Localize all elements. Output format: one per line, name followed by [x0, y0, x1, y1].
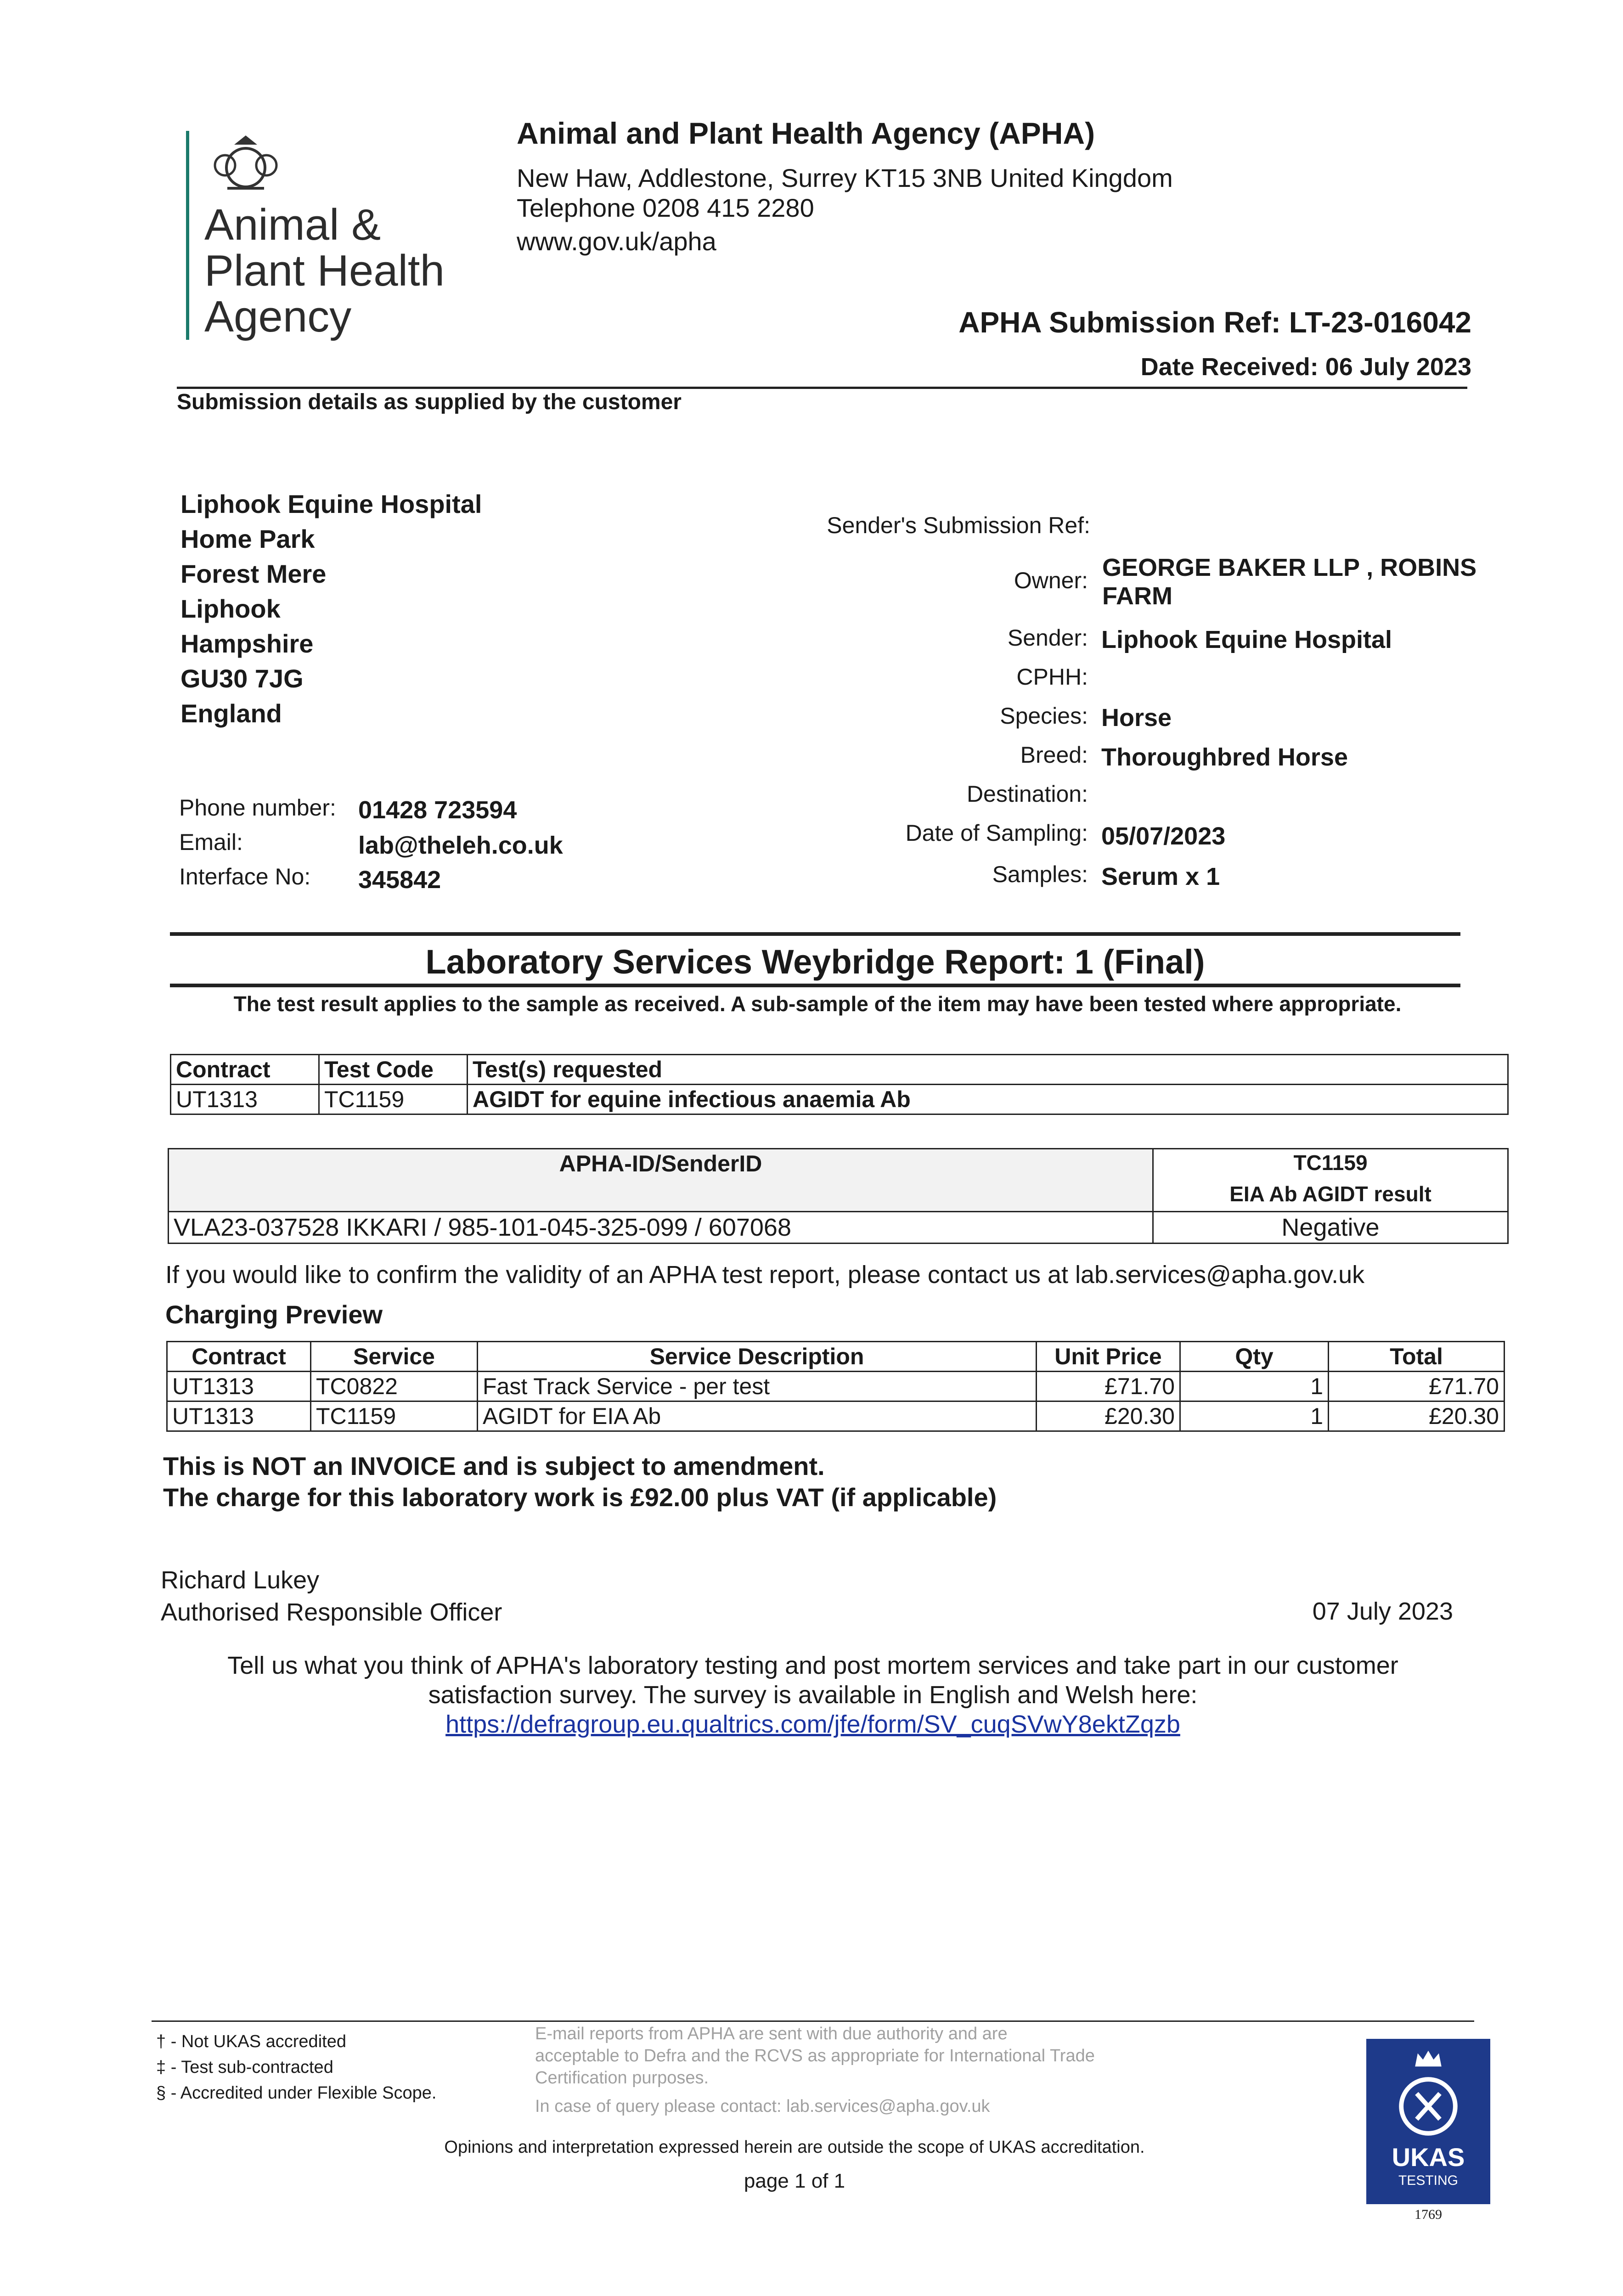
logo-line-1: Animal &: [204, 200, 381, 249]
page-number: page 1 of 1: [744, 2170, 845, 2192]
legend-item: ‡ - Test sub-contracted: [156, 2058, 333, 2077]
service-header: Service: [311, 1342, 478, 1372]
destination-label: Destination:: [966, 781, 1088, 807]
test-name-cell: AGIDT for equine infectious anaemia Ab: [468, 1085, 1508, 1114]
logo-line-3: Agency: [204, 292, 352, 341]
report-top-rule: [170, 932, 1460, 936]
royal-crest-icon: [207, 131, 285, 200]
results-table: [168, 1148, 1509, 1244]
samples-label: Samples:: [992, 861, 1088, 887]
address-line: Liphook Equine Hospital: [180, 490, 482, 518]
contract-header: Contract: [171, 1055, 319, 1085]
customer-address: [180, 487, 482, 731]
email-value: lab@theleh.co.uk: [358, 832, 563, 859]
date-received: Date Received: 06 July 2023: [1140, 353, 1471, 381]
charging-table: [166, 1341, 1505, 1432]
email-label: Email:: [179, 829, 243, 855]
table-row: [167, 1372, 1505, 1401]
signatory-name: Richard Lukey: [161, 1566, 320, 1594]
sender-ref-label: Sender's Submission Ref:: [827, 512, 1090, 538]
org-name: Animal and Plant Health Agency (APHA): [517, 116, 1095, 150]
signatory-role: Authorised Responsible Officer: [161, 1598, 502, 1626]
description-cell: Fast Track Service - per test: [478, 1372, 1037, 1401]
species-label: Species:: [1000, 703, 1088, 729]
signoff-date: 07 July 2023: [1312, 1598, 1453, 1625]
service-cell: TC1159: [311, 1401, 478, 1431]
interface-value: 345842: [358, 866, 441, 894]
phone-value: 01428 723594: [358, 796, 517, 824]
ukas-tick-icon: [1396, 2074, 1460, 2138]
phone-label: Phone number:: [179, 795, 336, 821]
unit-price-cell: £71.70: [1037, 1372, 1180, 1401]
org-website: www.gov.uk/apha: [517, 227, 716, 256]
table-row: [167, 1401, 1505, 1431]
contract-header: Contract: [167, 1342, 311, 1372]
interface-label: Interface No:: [179, 864, 311, 889]
address-line: Forest Mere: [180, 559, 327, 588]
email-note-line: E-mail reports from APHA are sent with due authority and are: [535, 2024, 1008, 2043]
qty-header: Qty: [1180, 1342, 1329, 1372]
sampling-date-value: 05/07/2023: [1101, 822, 1226, 850]
service-cell: TC0822: [311, 1372, 478, 1401]
service-description-header: Service Description: [478, 1342, 1037, 1372]
owner-value: GEORGE BAKER LLP , ROBINS FARM: [1102, 554, 1477, 610]
agency-logo-text: [204, 202, 445, 340]
ukas-name: UKAS: [1392, 2143, 1465, 2172]
footer-divider: [152, 2020, 1474, 2022]
total-cell: £71.70: [1329, 1372, 1505, 1401]
sender-value: Liphook Equine Hospital: [1101, 626, 1392, 653]
validity-note: If you would like to confirm the validity of an APHA test report, please contact us at lab.services@apha.gov.uk: [165, 1261, 1365, 1289]
submission-title: Submission details as supplied by the customer: [177, 390, 682, 414]
survey-line-2: satisfaction survey. The survey is available in English and Welsh here:: [428, 1681, 1198, 1709]
apha-id-header: APHA-ID/SenderID: [169, 1149, 1153, 1212]
report-title: Laboratory Services Weybridge Report: 1 (Final): [425, 943, 1205, 981]
submission-ref: APHA Submission Ref: LT-23-016042: [958, 306, 1471, 339]
header-divider: [177, 387, 1467, 389]
address-line: England: [180, 699, 282, 728]
address-line: Liphook: [180, 594, 281, 623]
contract-cell: UT1313: [167, 1401, 311, 1431]
total-cell: £20.30: [1329, 1401, 1505, 1431]
species-value: Horse: [1101, 704, 1172, 732]
tests-requested-header: Test(s) requested: [468, 1055, 1508, 1085]
result-header: [1153, 1149, 1508, 1212]
test-code-cell: TC1159: [319, 1085, 468, 1114]
ukas-opinions-note: Opinions and interpretation expressed herein are outside the scope of UKAS accreditation.: [444, 2138, 1145, 2157]
charging-title: Charging Preview: [165, 1300, 383, 1329]
samples-value: Serum x 1: [1101, 863, 1220, 890]
ukas-badge: [1366, 2039, 1490, 2204]
breed-label: Breed:: [1020, 742, 1088, 768]
charge-total-note: The charge for this laboratory work is £92.00 plus VAT (if applicable): [163, 1483, 997, 1512]
contract-cell: UT1313: [167, 1372, 311, 1401]
legend-item: † - Not UKAS accredited: [156, 2032, 346, 2051]
accreditation-legend: [156, 2029, 436, 2106]
contract-cell: UT1313: [171, 1085, 319, 1114]
qty-cell: 1: [1180, 1372, 1329, 1401]
unit-price-cell: £20.30: [1037, 1401, 1180, 1431]
org-address: New Haw, Addlestone, Surrey KT15 3NB United Kingdom: [517, 163, 1173, 192]
description-cell: AGIDT for EIA Ab: [478, 1401, 1037, 1431]
survey-link[interactable]: https://defragroup.eu.qualtrics.com/jfe/form/SV_cuqSVwY8ektZqzb: [445, 1711, 1180, 1738]
result-test-code: TC1159: [1293, 1151, 1368, 1175]
ukas-sub: TESTING: [1398, 2173, 1458, 2188]
report-note: The test result applies to the sample as received. A sub-sample of the item may have been tested where appropriate.: [233, 992, 1402, 1016]
result-test-name: EIA Ab AGIDT result: [1229, 1182, 1431, 1206]
crown-icon: [1412, 2048, 1444, 2069]
owner-label: Owner:: [1014, 568, 1088, 593]
email-note-line: Certification purposes.: [535, 2068, 709, 2088]
logo-line-2: Plant Health: [204, 246, 445, 295]
apha-id-cell: VLA23-037528 IKKARI / 985-101-045-325-099 / 607068: [169, 1212, 1153, 1244]
unit-price-header: Unit Price: [1037, 1342, 1180, 1372]
report-bottom-rule: [170, 984, 1460, 987]
table-row: [171, 1085, 1508, 1114]
result-cell: Negative: [1153, 1212, 1508, 1244]
cphh-label: CPHH:: [1016, 664, 1088, 690]
table-row: [169, 1212, 1508, 1244]
legend-item: § - Accredited under Flexible Scope.: [156, 2083, 437, 2103]
address-line: Home Park: [180, 524, 315, 553]
email-authority-note: [535, 2023, 1095, 2117]
qty-cell: 1: [1180, 1401, 1329, 1431]
address-line: GU30 7JG: [180, 664, 304, 693]
survey-line-1: Tell us what you think of APHA's laboratory testing and post mortem services and take part in our customer: [227, 1652, 1398, 1679]
breed-value: Thoroughbred Horse: [1101, 743, 1348, 771]
ukas-number: 1769: [1414, 2207, 1442, 2222]
survey-text: [170, 1651, 1456, 1739]
address-line: Hampshire: [180, 629, 314, 658]
query-contact: In case of query please contact: lab.services@apha.gov.uk: [535, 2097, 990, 2116]
org-telephone: Telephone 0208 415 2280: [517, 193, 814, 222]
logo-accent-bar: [186, 131, 189, 340]
total-header: Total: [1329, 1342, 1505, 1372]
sender-label: Sender:: [1007, 625, 1088, 651]
tests-requested-table: [170, 1054, 1509, 1115]
not-invoice-note: This is NOT an INVOICE and is subject to amendment.: [163, 1452, 825, 1480]
test-code-header: Test Code: [319, 1055, 468, 1085]
email-note-line: acceptable to Defra and the RCVS as appropriate for International Trade: [535, 2046, 1095, 2065]
sampling-date-label: Date of Sampling:: [905, 820, 1088, 846]
